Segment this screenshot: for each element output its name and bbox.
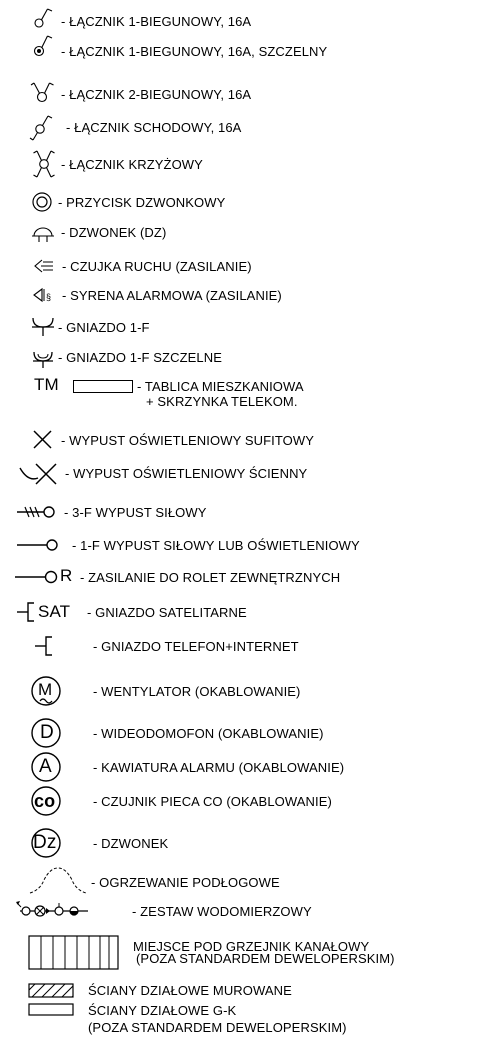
legend-item [0,190,481,214]
legend-text: - CZUJKA RUCHU (ZASILANIE) [62,259,252,274]
channel-heater-place-icon [28,935,120,971]
switch-1-pole-icon [32,6,56,30]
legend-item [0,314,481,338]
socket-1f-icon [31,314,57,338]
co-label: co [34,791,56,811]
socket-1f-sealed-icon [31,346,57,370]
legend-item [0,634,481,658]
svg-text:§: § [46,292,52,302]
doorbell-button-icon [31,190,55,214]
legend-text: - ZASILANIE DO ROLET ZEWNĘTRZNYCH [80,570,341,585]
bell-icon [31,222,55,244]
legend-item [0,675,481,709]
legend-item [0,346,481,370]
legend-text: - ŁĄCZNIK 1-BIEGUNOWY, 16A, SZCZELNY [61,44,328,59]
phone-internet-socket-icon [34,634,56,658]
legend-text: - ŁĄCZNIK 1-BIEGUNOWY, 16A [61,14,252,29]
legend-item [0,460,481,486]
legend-text: - ŁĄCZNIK KRZYŻOWY [61,157,203,172]
legend-text: - GNIAZDO SATELITARNE [87,605,247,620]
legend-text: - ŁĄCZNIK 2-BIEGUNOWY, 16A [61,87,252,102]
legend-text: - CZUJNIK PIECA CO (OKABLOWANIE) [93,794,332,809]
single-phase-outlet-icon [16,535,60,555]
video-intercom-label: D [40,722,54,743]
three-phase-outlet-icon [16,502,60,522]
legend-text: - WYPUST OŚWIETLENIOWY SUFITOWY [61,433,315,448]
legend-item [0,114,481,142]
legend-item [0,566,481,588]
motion-sensor-icon [33,256,55,276]
roller-blind-label: R [60,566,73,585]
legend-item [0,716,481,750]
legend-item [0,866,481,896]
fan-label: M [38,680,53,699]
legend-text: - ZESTAW WODOMIERZOWY [132,904,312,919]
legend-text: - SYRENA ALARMOWA (ZASILANIE) [62,288,282,303]
legend-item [0,285,481,305]
cross-switch-icon [32,148,60,180]
legend-item [0,6,481,30]
wall-light-outlet-icon [18,460,64,486]
water-meter-set-icon [14,900,90,920]
legend-text: - DZWONEK [93,836,169,851]
legend-item [0,428,481,452]
legend-text: - WYPUST OŚWIETLENIOWY ŚCIENNY [65,466,308,481]
satellite-label: SAT [38,602,71,621]
distribution-board-label: TM [34,375,59,394]
legend-text-2: (POZA STANDARDEM DEWELOPERSKIM) [136,951,395,966]
legend-item [0,750,481,784]
legend-text: - TABLICA MIESZKANIOWA [137,379,304,394]
switch-1-pole-sealed-icon [32,32,56,58]
legend-item [0,826,481,860]
alarm-keypad-label: A [39,756,52,777]
legend-item [0,376,481,412]
switch-2-pole-icon [30,80,56,104]
legend-text: - WIDEODOMOFON (OKABLOWANIE) [93,726,324,741]
legend-text: - GNIAZDO 1-F SZCZELNE [58,350,222,365]
legend-item [0,32,481,58]
legend-text: - WENTYLATOR (OKABLOWANIE) [93,684,301,699]
legend-item [0,256,481,276]
legend-text: - 1-F WYPUST SIŁOWY LUB OŚWIETLENIOWY [72,538,360,553]
satellite-socket-icon [16,600,38,624]
legend-item [0,982,481,1000]
legend-text: - OGRZEWANIE PODŁOGOWE [91,875,280,890]
legend-item [0,222,481,244]
legend-item [0,784,481,818]
legend-text: ŚCIANY DZIAŁOWE MUROWANE [88,983,292,998]
masonry-partition-icon [28,982,76,1000]
bell-circle-label: Dz [33,832,57,853]
alarm-siren-icon [32,285,54,305]
legend-text: - KAWIATURA ALARMU (OKABLOWANIE) [93,760,345,775]
legend-text-2: + SKRZYNKA TELEKOM. [146,394,298,409]
ceiling-light-outlet-icon [31,428,55,452]
staircase-switch-icon [30,114,56,142]
legend-item [0,1002,481,1040]
distribution-board-icon [73,380,133,393]
legend-item [0,148,481,180]
legend-text: MIEJSCE POD GRZEJNIK KANAŁOWY [133,939,370,954]
drywall-partition-icon [28,1002,76,1018]
legend-text: ŚCIANY DZIAŁOWE G-K [88,1003,237,1018]
legend-item [0,900,481,920]
floor-heating-icon [28,866,88,896]
legend-text: - GNIAZDO TELEFON+INTERNET [93,639,299,654]
legend-text: - 3-F WYPUST SIŁOWY [64,505,207,520]
roller-blind-supply-icon [14,566,60,588]
legend-item [0,80,481,104]
legend-text: - DZWONEK (DZ) [61,225,167,240]
legend-item [0,535,481,555]
legend-text: - PRZYCISK DZWONKOWY [58,195,226,210]
legend-item [0,502,481,522]
legend-text: - GNIAZDO 1-F [58,320,150,335]
legend-text-2: (POZA STANDARDEM DEWELOPERSKIM) [88,1020,347,1035]
legend-item [0,935,481,971]
legend-text: - ŁĄCZNIK SCHODOWY, 16A [66,120,242,135]
legend-item [0,600,481,624]
